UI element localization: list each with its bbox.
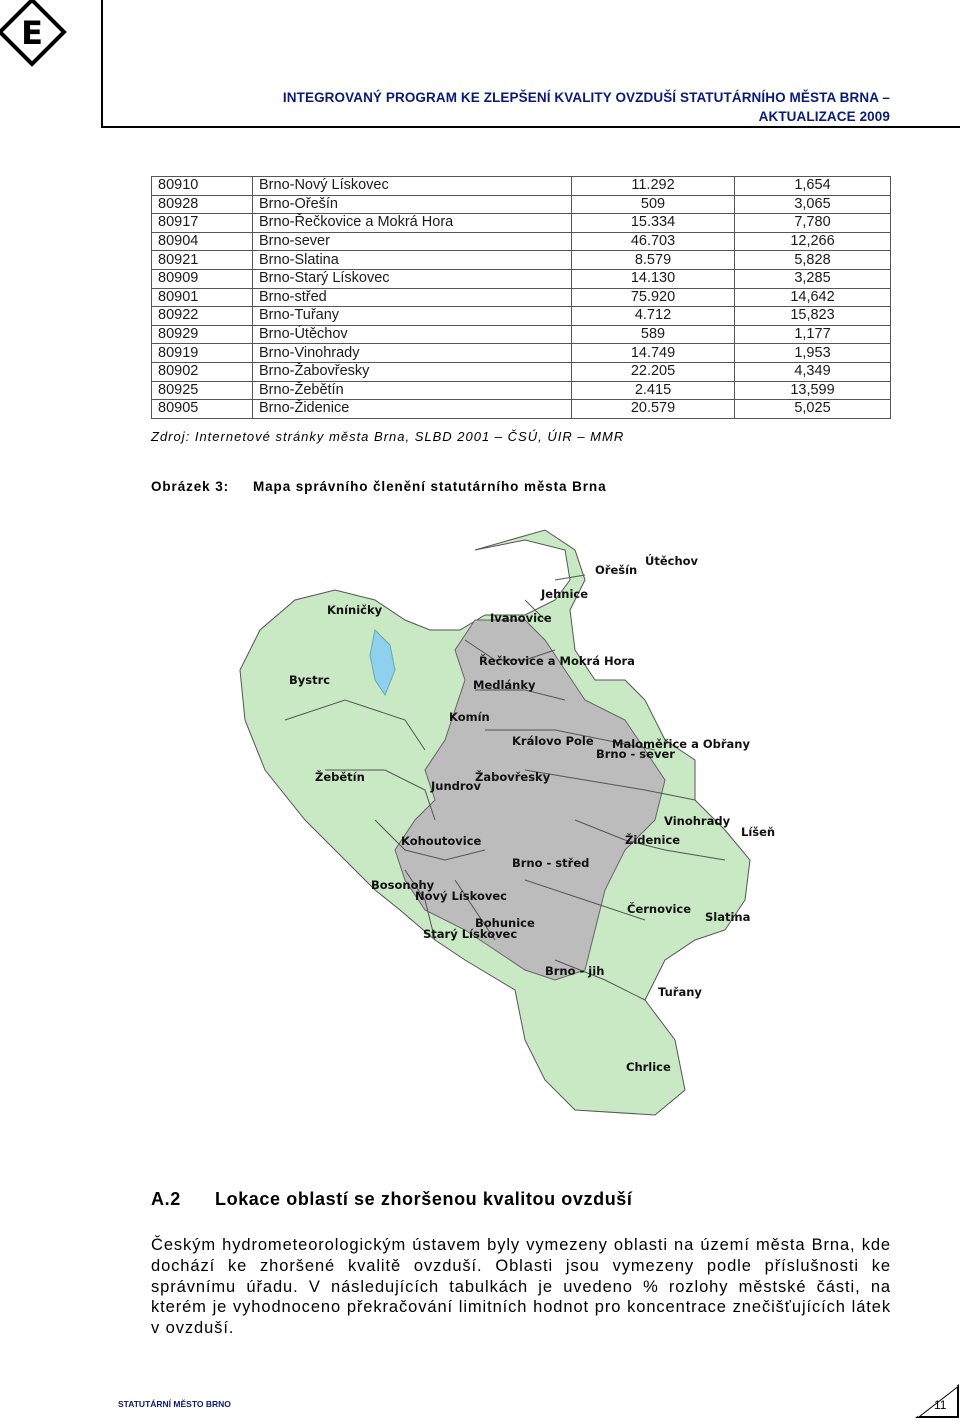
district-code-cell: 80909 xyxy=(152,269,253,288)
district-code-cell: 80905 xyxy=(152,400,253,419)
district-name-cell: Brno-Starý Lískovec xyxy=(253,269,572,288)
district-name-cell: Brno-Židenice xyxy=(253,400,572,419)
map-label-malomerice: Maloměřice a Obřany xyxy=(612,737,750,751)
map-label-komin: Komín xyxy=(449,710,490,724)
table-row xyxy=(152,400,891,419)
footer-org: STATUTÁRNÍ MĚSTO BRNO xyxy=(118,1399,231,1409)
district-code-cell: 80902 xyxy=(152,362,253,381)
table-row xyxy=(152,344,891,363)
table-row xyxy=(152,362,891,381)
map-label-sever: Brno - sever xyxy=(596,747,675,761)
district-name-cell: Brno-Nový Lískovec xyxy=(253,177,572,196)
district-code-cell: 80917 xyxy=(152,214,253,233)
area-cell: 14.130 xyxy=(572,269,735,288)
header-title-line2: AKTUALIZACE 2009 xyxy=(758,109,890,124)
population-cell: 5,025 xyxy=(735,400,891,419)
table-row xyxy=(152,177,891,196)
page-number: 11 xyxy=(934,1398,947,1412)
table-row xyxy=(152,325,891,344)
map-label-bosonohy: Bosonohy xyxy=(371,878,435,892)
map-label-medlanky: Medlánky xyxy=(473,678,536,692)
area-cell: 15.334 xyxy=(572,214,735,233)
table-source-note: Zdroj: Internetové stránky města Brna, SLBD 2001 – ČSÚ, ÚIR – MMR xyxy=(151,429,625,444)
figure-label: Obrázek 3: xyxy=(151,479,230,494)
area-cell: 14.749 xyxy=(572,344,735,363)
area-cell: 11.292 xyxy=(572,177,735,196)
table-row xyxy=(152,307,891,326)
section-paragraph: Českým hydrometeorologickým ústavem byly vymezeny oblasti na území města Brna, kde dochází ke zhoršené kvalitě ovzduší. Oblasti jsou vymezeny podle příslušnosti ke správnímu úřadu. V následujících tabulkách je uvedeno % rozlohy městské části, na kterém je vyhodnoceno překračování limitních hodnot pro koncentrace znečišťujících látek v ovzduší. xyxy=(151,1236,891,1338)
map-label-jih: Brno - jih xyxy=(545,964,605,978)
figure-title: Mapa správního členění statutárního města Brna xyxy=(253,479,607,494)
population-cell: 1,953 xyxy=(735,344,891,363)
district-name-cell: Brno-Slatina xyxy=(253,251,572,270)
brno-district-map xyxy=(225,520,776,1120)
district-name-cell: Brno-střed xyxy=(253,288,572,307)
map-label-lisen: Líšeň xyxy=(741,825,776,839)
area-cell: 4.712 xyxy=(572,307,735,326)
map-label-slatina: Slatina xyxy=(705,910,751,924)
map-label-cernovice: Černovice xyxy=(627,902,692,916)
area-cell: 75.920 xyxy=(572,288,735,307)
map-label-bystrc: Bystrc xyxy=(289,673,331,687)
area-cell: 2.415 xyxy=(572,381,735,400)
header-vertical-rule xyxy=(101,0,103,128)
table-row xyxy=(152,214,891,233)
population-cell: 15,823 xyxy=(735,307,891,326)
population-cell: 12,266 xyxy=(735,232,891,251)
header-title xyxy=(283,88,890,126)
district-name-cell: Brno-Útěchov xyxy=(253,325,572,344)
figure-caption xyxy=(151,479,607,494)
section-number: A.2 xyxy=(151,1189,181,1209)
map-label-stary-liskovec: Starý Lískovec xyxy=(423,927,518,941)
district-code-cell: 80921 xyxy=(152,251,253,270)
map-label-ivanovice: Ivanovice xyxy=(490,611,552,625)
districts-table xyxy=(151,176,891,419)
table-row xyxy=(152,251,891,270)
section-title: Lokace oblastí se zhoršenou kvalitou ovzduší xyxy=(215,1189,633,1209)
area-cell: 46.703 xyxy=(572,232,735,251)
district-code-cell: 80928 xyxy=(152,195,253,214)
map-label-zidenice: Židenice xyxy=(625,833,681,847)
table-row xyxy=(152,232,891,251)
map-label-oresin: Ořešín xyxy=(595,563,638,577)
map-label-jehnice: Jehnice xyxy=(541,587,589,601)
header-title-line1: INTEGROVANÝ PROGRAM KE ZLEPŠENÍ KVALITY OVZDUŠÍ STATUTÁRNÍHO MĚSTA BRNA – xyxy=(282,90,890,105)
area-cell: 20.579 xyxy=(572,400,735,419)
population-cell: 1,177 xyxy=(735,325,891,344)
population-cell: 14,642 xyxy=(735,288,891,307)
district-name-cell: Brno-Tuřany xyxy=(253,307,572,326)
map-label-turany: Tuřany xyxy=(658,985,702,999)
population-cell: 13,599 xyxy=(735,381,891,400)
population-cell: 1,654 xyxy=(735,177,891,196)
population-cell: 5,828 xyxy=(735,251,891,270)
map-label-vinohrady: Vinohrady xyxy=(664,814,731,828)
table-row xyxy=(152,288,891,307)
map-label-novy-liskovec: Nový Lískovec xyxy=(415,889,507,903)
district-code-cell: 80904 xyxy=(152,232,253,251)
district-code-cell: 80925 xyxy=(152,381,253,400)
district-name-cell: Brno-sever xyxy=(253,232,572,251)
map-label-jundrov: Jundrov xyxy=(431,779,481,793)
map-label-chrlice: Chrlice xyxy=(626,1060,671,1074)
map-label-stred: Brno - střed xyxy=(512,856,590,870)
district-code-cell: 80919 xyxy=(152,344,253,363)
population-cell: 7,780 xyxy=(735,214,891,233)
district-code-cell: 80929 xyxy=(152,325,253,344)
header-horizontal-rule xyxy=(101,126,960,128)
district-name-cell: Brno-Žebětín xyxy=(253,381,572,400)
table-row xyxy=(152,381,891,400)
map-label-bohunice: Bohunice xyxy=(475,916,535,930)
map-label-utechov: Útěchov xyxy=(645,554,699,568)
map-label-kninicky: Kníničky xyxy=(327,603,383,617)
district-name-cell: Brno-Žabovřesky xyxy=(253,362,572,381)
population-cell: 3,065 xyxy=(735,195,891,214)
section-heading xyxy=(151,1189,633,1210)
population-cell: 4,349 xyxy=(735,362,891,381)
map-label-reckovice: Řečkovice a Mokrá Hora xyxy=(479,654,635,668)
map-label-zabovresky: Žabovřesky xyxy=(475,770,551,784)
logo-letter: E xyxy=(21,14,43,52)
area-cell: 22.205 xyxy=(572,362,735,381)
population-cell: 3,285 xyxy=(735,269,891,288)
district-code-cell: 80901 xyxy=(152,288,253,307)
logo-e-icon xyxy=(0,0,70,70)
district-name-cell: Brno-Ořešín xyxy=(253,195,572,214)
map-label-kralovo-pole: Královo Pole xyxy=(512,734,594,748)
area-cell: 8.579 xyxy=(572,251,735,270)
district-code-cell: 80922 xyxy=(152,307,253,326)
map-label-kohoutovice: Kohoutovice xyxy=(401,834,482,848)
table-row xyxy=(152,269,891,288)
district-name-cell: Brno-Vinohrady xyxy=(253,344,572,363)
area-cell: 589 xyxy=(572,325,735,344)
district-code-cell: 80910 xyxy=(152,177,253,196)
table-row xyxy=(152,195,891,214)
map-label-zebetin: Žebětín xyxy=(315,770,365,784)
area-cell: 509 xyxy=(572,195,735,214)
district-name-cell: Brno-Řečkovice a Mokrá Hora xyxy=(253,214,572,233)
